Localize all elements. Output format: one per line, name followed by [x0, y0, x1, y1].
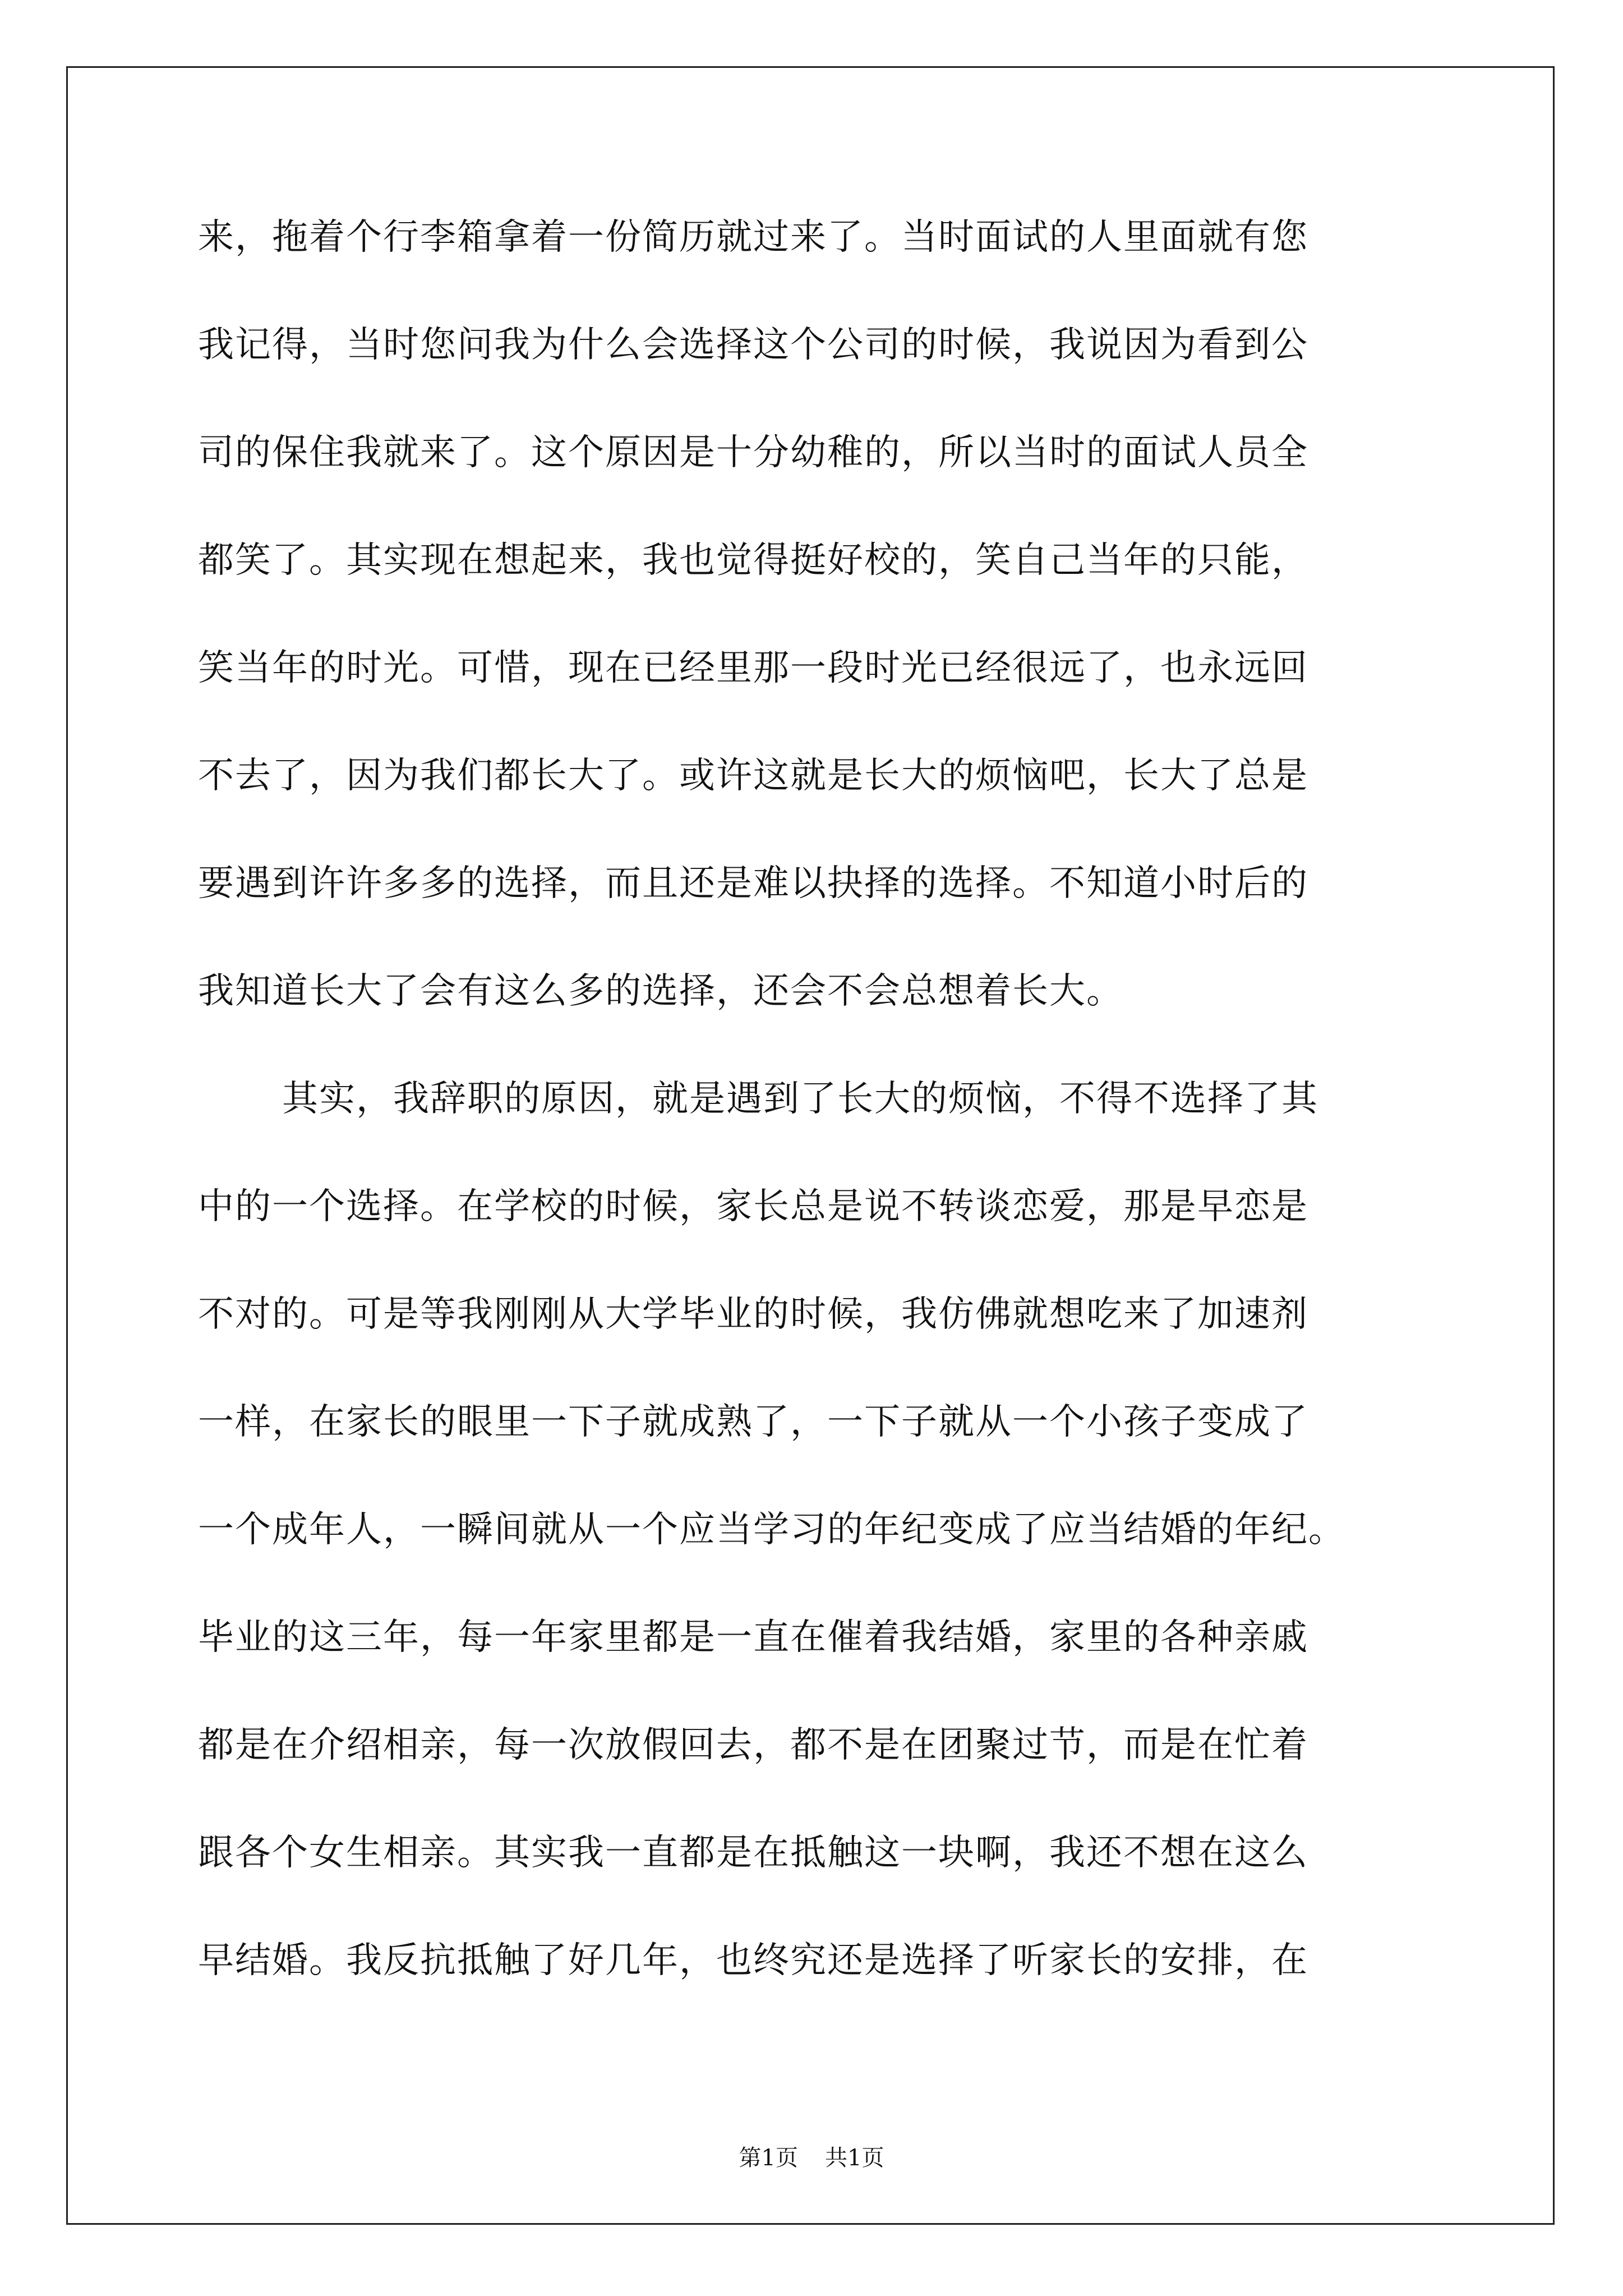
- text-line: 中的一个选择。在学校的时候，家长总是说不转谈恋爱，那是早恋是: [198, 1186, 1308, 1227]
- text-line: 跟各个女生相亲。其实我一直都是在抵触这一块啊，我还不想在这么: [198, 1832, 1308, 1874]
- text-line: 都笑了。其实现在想起来，我也觉得挺好校的，笑自己当年的只能，: [198, 540, 1308, 581]
- text-line: 不对的。可是等我刚刚从大学毕业的时候，我仿佛就想吃来了加速剂: [198, 1294, 1308, 1335]
- text-line: 早结婚。我反抗抵触了好几年，也终究还是选择了听家长的安排，在: [198, 1940, 1308, 1981]
- text-line: 来，拖着个行李箱拿着一份简历就过来了。当时面试的人里面就有您: [198, 217, 1308, 258]
- paragraph-start-line: 其实，我辞职的原因，就是遇到了长大的烦恼，不得不选择了其: [282, 1078, 1318, 1120]
- text-line: 都是在介绍相亲，每一次放假回去，都不是在团聚过节，而是在忙着: [198, 1724, 1308, 1766]
- text-line: 要遇到许许多多的选择，而且还是难以抉择的选择。不知道小时后的: [198, 863, 1308, 904]
- text-line: 毕业的这三年，每一年家里都是一直在催着我结婚，家里的各种亲戚: [198, 1617, 1308, 1658]
- text-line: 我知道长大了会有这么多的选择，还会不会总想着长大。: [198, 970, 1123, 1012]
- page-footer: [0, 2145, 1623, 2171]
- text-line: 我记得，当时您问我为什么会选择这个公司的时候，我说因为看到公: [198, 324, 1308, 366]
- page-number: 第1页: [739, 2145, 798, 2171]
- document-body: [198, 215, 1449, 2046]
- text-line: 笑当年的时光。可惜，现在已经里那一段时光已经很远了，也永远回: [198, 647, 1308, 689]
- text-line: 不去了，因为我们都长大了。或许这就是长大的烦恼吧，长大了总是: [198, 755, 1308, 797]
- text-line: 一个成年人，一瞬间就从一个应当学习的年纪变成了应当结婚的年纪。: [198, 1509, 1345, 1550]
- page-total: 共1页: [825, 2145, 884, 2171]
- text-line: 司的保住我就来了。这个原因是十分幼稚的，所以当时的面试人员全: [198, 432, 1308, 473]
- text-line: 一样，在家长的眼里一下子就成熟了，一下子就从一个小孩子变成了: [198, 1401, 1308, 1443]
